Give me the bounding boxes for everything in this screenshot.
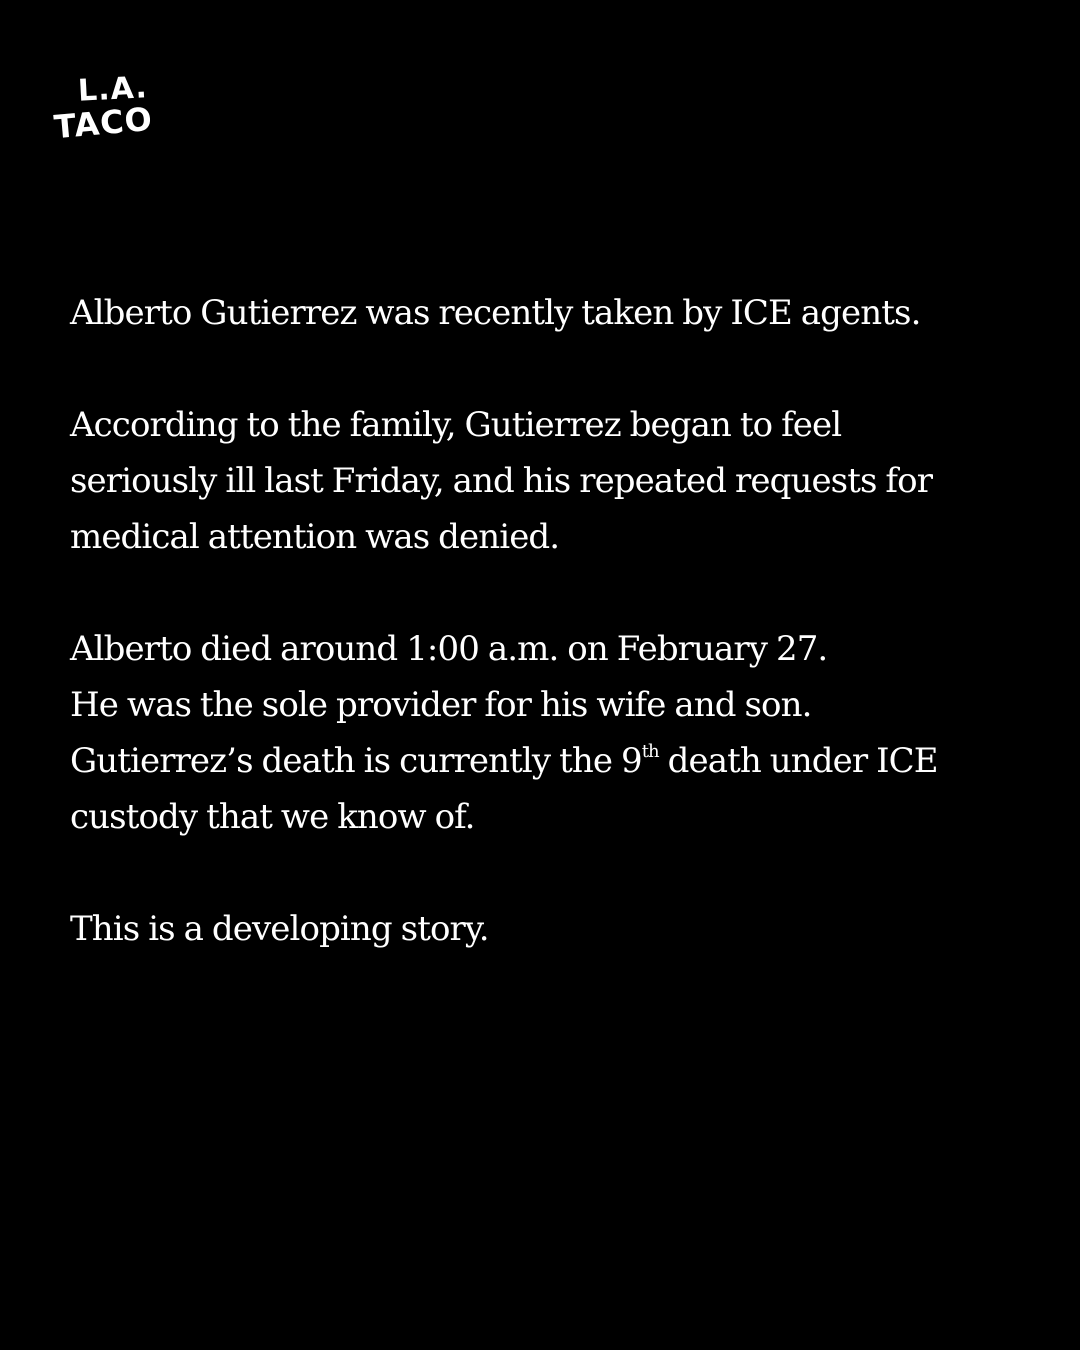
text-line: medical attention was denied. xyxy=(70,517,560,557)
paragraph-1 xyxy=(70,285,1030,341)
text-line: Alberto died around 1:00 a.m. on February 27. xyxy=(70,629,828,669)
logo-text-taco: TACO xyxy=(52,99,155,147)
text-line: According to the family, Gutierrez began to feel xyxy=(70,405,842,445)
paragraph-4 xyxy=(70,901,1030,957)
text-line xyxy=(70,733,1030,789)
logo-text-la: L.A. xyxy=(77,70,149,109)
text-line: This is a developing story. xyxy=(70,909,489,949)
paragraph-2 xyxy=(70,397,1030,565)
text-line: custody that we know of. xyxy=(70,797,475,837)
text-line: seriously ill last Friday, and his repeated requests for xyxy=(70,461,933,501)
text-line: Alberto Gutierrez was recently taken by ICE agents. xyxy=(70,293,921,333)
text-fragment: Gutierrez’s death is currently the 9 xyxy=(70,741,642,781)
paragraph-3 xyxy=(70,621,1030,845)
article-body xyxy=(70,285,1030,1013)
text-line: He was the sole provider for his wife and son. xyxy=(70,685,812,725)
la-taco-logo xyxy=(52,72,172,148)
text-fragment: death under ICE xyxy=(658,741,938,781)
ordinal-suffix: th xyxy=(641,741,659,762)
